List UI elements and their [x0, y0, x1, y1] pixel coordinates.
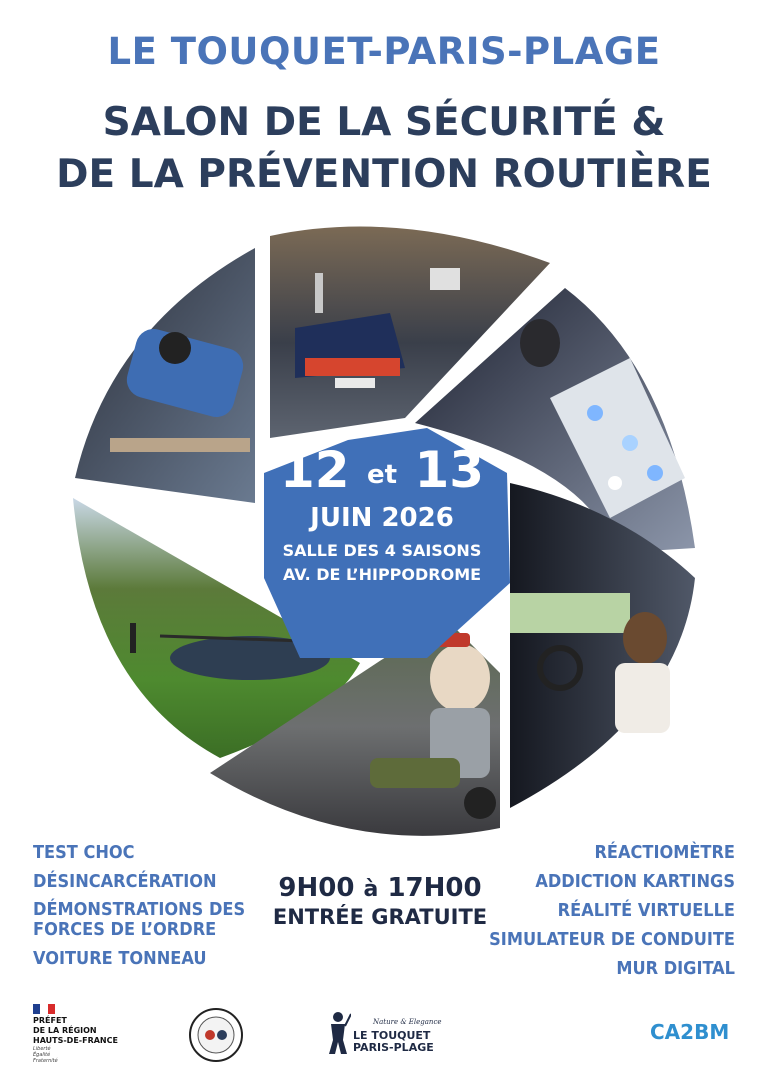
activity-item: DÉMONSTRATIONS DES FORCES DE L’ORDRE [33, 899, 246, 940]
town-name: LE TOUQUET-PARIS-PLAGE [107, 30, 661, 73]
activities-right [489, 838, 735, 983]
activity-item: TEST CHOC [33, 842, 135, 863]
title-line-2: DE LA PRÉVENTION ROUTIÈRE [56, 152, 712, 197]
title-line-1: SALON DE LA SÉCURITÉ & [102, 100, 666, 145]
address: AV. DE L’HIPPODROME [282, 565, 482, 584]
day-start: 12 [279, 441, 350, 499]
le-touquet-logo: Nature & Elegance LE TOUQUET PARIS-PLAGE [325, 1008, 455, 1058]
french-flag-icon [33, 1004, 55, 1014]
day-connector: et [366, 460, 398, 490]
photo-crash-test [75, 248, 255, 503]
activities-left [33, 838, 245, 973]
opening-hours [240, 873, 520, 929]
activity-item: SIMULATEUR DE CONDUITE [489, 929, 735, 950]
day-end: 13 [414, 441, 485, 499]
prefet-logo: PRÉFET DE LA RÉGION HAUTS-DE-FRANCE Liberté Égalité Fraternité [33, 1004, 153, 1064]
date-panel [262, 442, 502, 587]
month-year: JUIN 2026 [310, 503, 454, 533]
activity-item: ADDICTION KARTINGS [535, 871, 735, 892]
activity-item: RÉALITÉ VIRTUELLE [557, 900, 735, 921]
activity-item: MUR DIGITAL [616, 958, 735, 979]
activity-item: DÉSINCARCÉRATION [33, 871, 217, 892]
dates [262, 442, 502, 503]
hours-range: 9H00 à 17H00 [278, 873, 482, 903]
activity-item: VOITURE TONNEAU [33, 948, 207, 969]
activity-item: RÉACTIOMÈTRE [594, 842, 735, 863]
golfer-icon [325, 1010, 351, 1054]
ca2bm-logo: CA2BM [650, 1020, 730, 1044]
venue: SALLE DES 4 SAISONS [282, 541, 482, 560]
road-safety-seal-icon [188, 1007, 244, 1063]
free-entry: ENTRÉE GRATUITE [272, 905, 488, 929]
